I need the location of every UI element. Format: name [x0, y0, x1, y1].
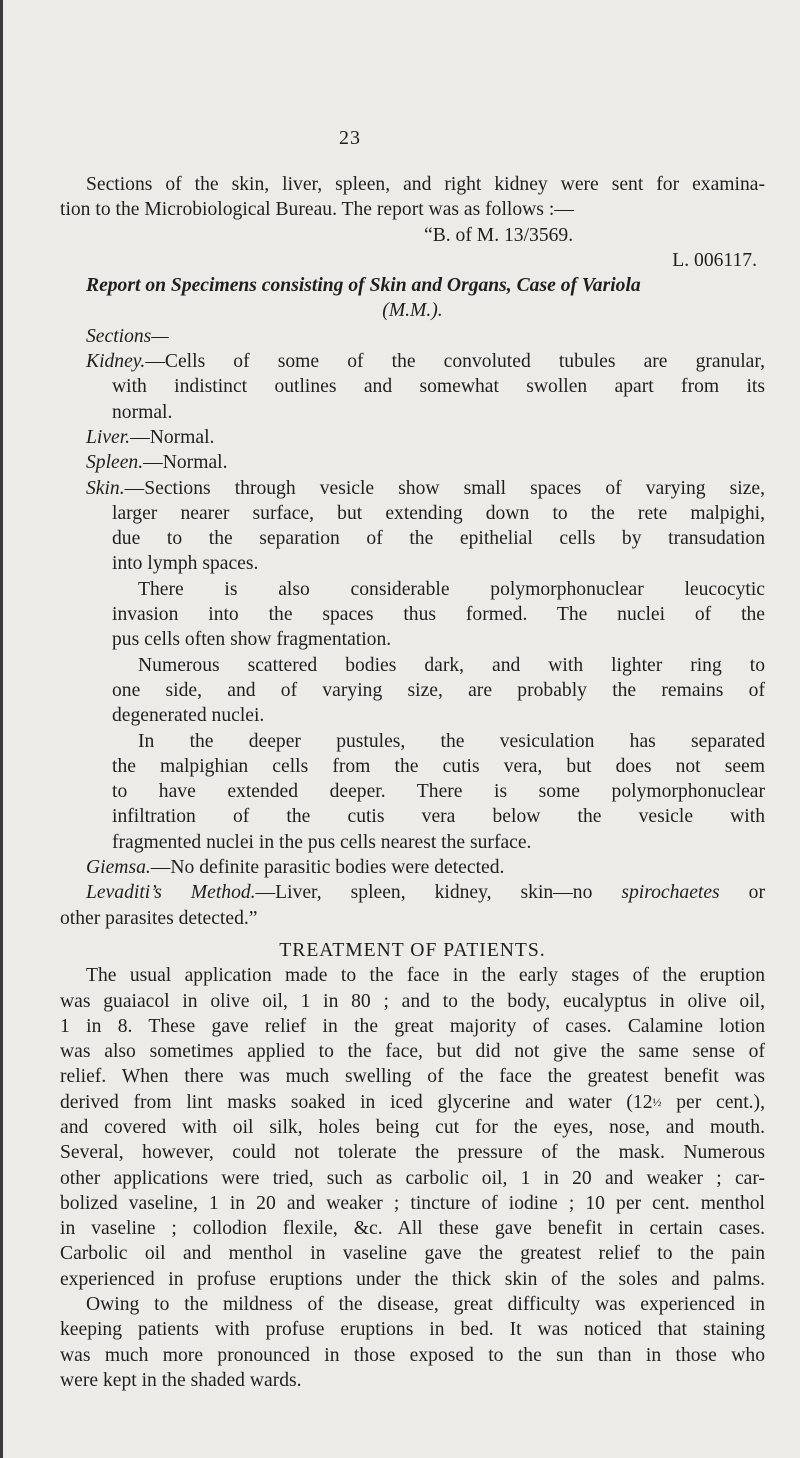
skin-p4-line-3: to have extended deeper. There is some polymorphonuclear	[112, 781, 765, 803]
skin-p4-line-2: the malpighian cells from the cutis vera, but does not seem	[112, 755, 765, 777]
kidney-section	[60, 349, 765, 425]
kidney-line-3: normal.	[112, 401, 173, 423]
treatment-paragraph-2	[60, 1292, 765, 1393]
sections-label: Sections—	[86, 325, 169, 347]
levaditi-spirochaetes: spirochaetes	[621, 882, 720, 904]
t1-line-6	[60, 1090, 765, 1115]
skin-p1-line-2: larger nearer surface, but extending down to the rete malpighi,	[112, 502, 765, 524]
skin-p3-line-1: Numerous scattered bodies dark, and with lighter ring to	[138, 654, 765, 676]
lab-number: L. 006117.	[672, 249, 757, 271]
giemsa-section	[60, 855, 765, 880]
t1-line-1: The usual application made to the face in the early stages of the eruption	[86, 965, 765, 987]
skin-p1-line-3: due to the separation of the epithelial cells by transudation	[112, 528, 765, 550]
t2-line-2: keeping patients with profuse eruptions in bed. It was noticed that staining	[60, 1319, 765, 1341]
levaditi-section	[60, 880, 765, 931]
skin-section	[60, 476, 765, 855]
t1-line-11: in vaseline ; collodion flexile, &c. All these gave benefit in certain cases.	[60, 1218, 765, 1240]
t1-line-5: relief. When there was much swelling of the face the greatest benefit was	[60, 1066, 765, 1088]
t1-line-4: was also sometimes applied to the face, but did not give the same sense of	[60, 1041, 765, 1063]
t2-line-3: was much more pronounced in those exposed to the sun than in those who	[60, 1344, 765, 1366]
t1-line-13: experienced in profuse eruptions under the thick skin of the soles and palms.	[60, 1268, 765, 1290]
treatment-paragraph-1	[60, 963, 765, 1292]
levaditi-text-a: —Liver, spleen, kidney, skin—no	[255, 882, 622, 904]
kidney-line-1: —Cells of some of the convoluted tubules are granular,	[145, 351, 765, 373]
giemsa-label: Giemsa.	[86, 857, 151, 879]
skin-p1-line-4: into lymph spaces.	[112, 553, 259, 575]
skin-p1-line-1: —Sections through vesicle show small spaces of varying size,	[124, 477, 765, 499]
levaditi-line-2: other parasites detected.”	[60, 907, 258, 929]
skin-p2-line-2: invasion into the spaces thus formed. The nuclei of the	[112, 604, 765, 626]
document-body	[60, 0, 765, 1393]
skin-p4-line-4: infiltration of the cutis vera below the vesicle with	[112, 806, 765, 828]
intro-line-1: Sections of the skin, liver, spleen, and right kidney were sent for examina-	[86, 174, 765, 195]
intro-line-2: tion to the Microbiological Bureau. The report was as follows :—	[60, 199, 574, 221]
t1-line-2: was guaiacol in olive oil, 1 in 80 ; and to the body, eucalyptus in olive oil,	[60, 990, 765, 1012]
skin-p2-line-3: pus cells often show fragmentation.	[112, 629, 392, 651]
treatment-heading: TREATMENT OF PATIENTS.	[279, 939, 546, 961]
skin-p3-line-3: degenerated nuclei.	[112, 705, 265, 727]
page-number: 23	[339, 127, 361, 149]
spleen-text: —Normal.	[143, 452, 228, 474]
t1-fraction: ½	[652, 1094, 662, 1109]
kidney-label: Kidney.	[86, 351, 146, 373]
liver-label: Liver.	[86, 426, 131, 448]
spleen-label: Spleen.	[86, 452, 144, 474]
kidney-line-2: with indistinct outlines and somewhat swollen apart from its	[112, 376, 765, 398]
skin-p3-line-2: one side, and of varying size, are probably the remains of	[112, 679, 765, 701]
t1-line-8: Several, however, could not tolerate the pressure of the mask. Numerous	[60, 1142, 765, 1164]
t1-line-6a: derived from lint masks soaked in iced glycerine and water (12	[60, 1091, 653, 1113]
skin-p2-line-1: There is also considerable polymorphonuclear leucocytic	[138, 578, 765, 600]
t1-line-3: 1 in 8. These gave relief in the great majority of cases. Calamine lotion	[60, 1015, 765, 1037]
t1-line-9: other applications were tried, such as carbolic oil, 1 in 20 and weaker ; car-	[60, 1167, 765, 1189]
skin-p4-line-5: fragmented nuclei in the pus cells nearest the surface.	[112, 831, 532, 853]
report-subtitle: (M.M.).	[382, 300, 443, 322]
t1-line-7: and covered with oil silk, holes being cut for the eyes, nose, and mouth.	[60, 1116, 765, 1138]
t1-line-10: bolized vaseline, 1 in 20 and weaker ; tincture of iodine ; 10 per cent. menthol	[60, 1192, 765, 1214]
skin-label: Skin.	[86, 477, 125, 499]
t1-line-6b: per cent.),	[661, 1091, 765, 1113]
liver-section	[60, 425, 765, 450]
giemsa-text: —No definite parasitic bodies were detected.	[150, 857, 505, 879]
t1-line-12: Carbolic oil and menthol in vaseline gave the greatest relief to the pain	[60, 1243, 765, 1265]
levaditi-label: Levaditi’s Method.	[86, 882, 256, 904]
report-title: Report on Specimens consisting of Skin and Organs, Case of Variola	[86, 275, 641, 297]
t2-line-1: Owing to the mildness of the disease, great difficulty was experienced in	[86, 1294, 765, 1316]
skin-p4-line-1: In the deeper pustules, the vesiculation has separated	[138, 730, 765, 752]
t2-line-4: were kept in the shaded wards.	[60, 1369, 302, 1391]
spleen-section	[60, 450, 765, 475]
levaditi-text-c: or	[719, 882, 765, 904]
scan-edge	[0, 0, 3, 1458]
liver-text: —Normal.	[130, 426, 215, 448]
report-reference: “B. of M. 13/3569.	[424, 224, 574, 246]
